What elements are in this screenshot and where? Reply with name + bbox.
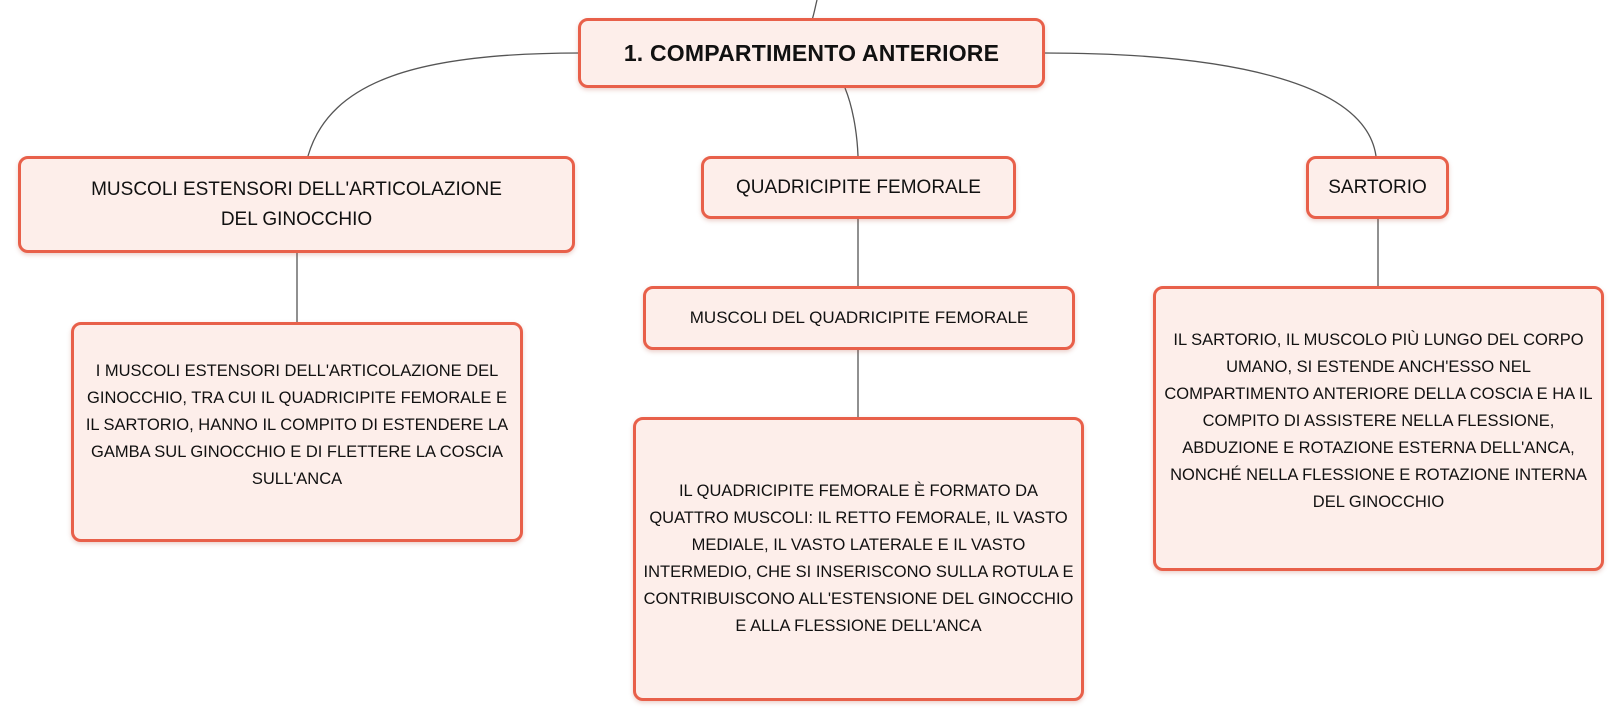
node-sartorio-label: SARTORIO [1328,176,1427,198]
node-estensori-label: MUSCOLI ESTENSORI DELL'ARTICOLAZIONE DEL GINOCCHIO [91,178,502,230]
root-node-label: 1. COMPARTIMENTO ANTERIORE [623,39,1000,66]
node-sartorio-detail-text: IL SARTORIO, IL MUSCOLO PIÙ LUNGO DEL CORPO UMANO, SI ESTENDE ANCH'ESSO NEL COMPARTIMENTO ANTERIORE DELLA COSCIA E HA IL COMPITO DI ASSISTERE NELLA FLESSIONE, ABDUZIONE E ROTAZIONE ESTERNA DELL'ANCA, NONCHÉ NELLA FLESSIONE E ROTAZIONE INTERNA DEL GINOCCHIO [1164,331,1593,511]
connector-parent-to-root [812,0,817,20]
node-quadricipite-detail[interactable] [633,417,1084,701]
node-quadricipite-sub-label: MUSCOLI DEL QUADRICIPITE FEMORALE [689,308,1029,327]
node-quadricipite-detail-text: IL QUADRICIPITE FEMORALE È FORMATO DA QUATTRO MUSCOLI: IL RETTO FEMORALE, IL VASTO MEDIALE, IL VASTO LATERALE E IL VASTO INTERMEDIO, CHE SI INSERISCONO SULLA ROTULA E CONTRIBUISCONO ALL'ESTENSIONE DEL GINOCCHIO E ALLA FLESSIONE DELL'ANCA [643,482,1074,635]
node-quadricipite-label: QUADRICIPITE FEMORALE [736,176,981,198]
connector-root-to-sartorio [1044,53,1376,156]
connector-root-to-estensori [308,53,580,156]
node-estensori-detail[interactable] [71,322,523,542]
node-estensori[interactable] [18,156,575,253]
node-sartorio-detail[interactable] [1153,286,1604,571]
node-quadricipite[interactable] [701,156,1016,219]
node-quadricipite-sub[interactable] [643,286,1075,350]
connector-root-to-quadricipite [845,88,858,156]
root-node[interactable] [578,18,1045,88]
node-estensori-detail-text: I MUSCOLI ESTENSORI DELL'ARTICOLAZIONE DEL GINOCCHIO, TRA CUI IL QUADRICIPITE FEMORALE E IL SARTORIO, HANNO IL COMPITO DI ESTENDERE LA GAMBA SUL GINOCCHIO E DI FLETTERE LA COSCIA SULL'ANCA [85,361,509,488]
node-sartorio[interactable] [1306,156,1449,219]
